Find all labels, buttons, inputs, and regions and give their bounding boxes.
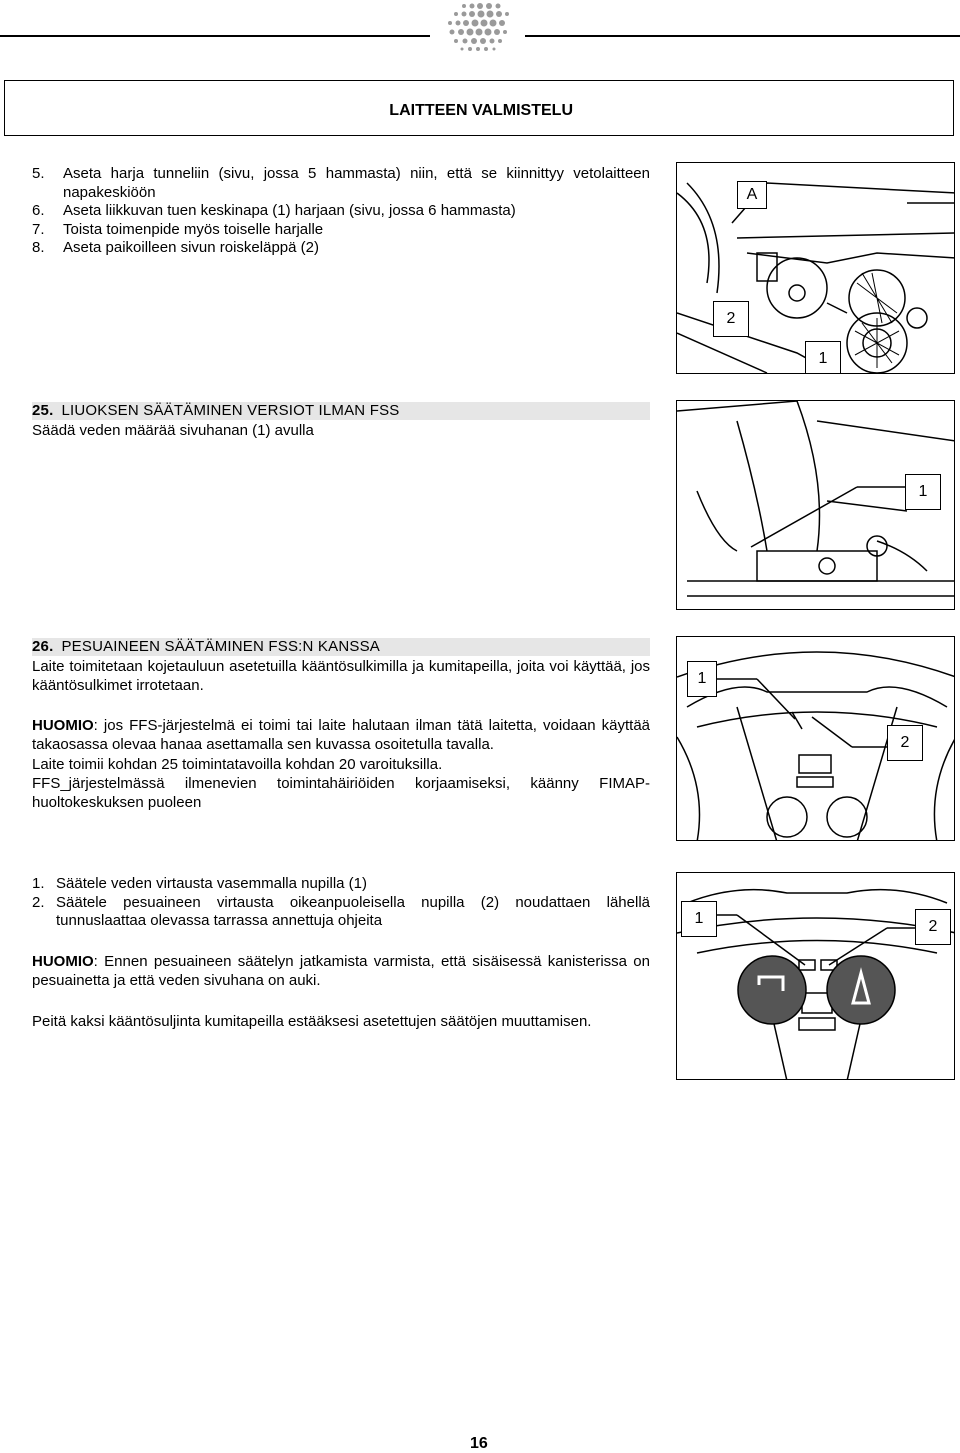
page-title-box [4,80,954,136]
bottom-note [32,953,650,990]
figure-control-panel [676,636,955,841]
note-label: HUOMIO [32,953,94,970]
list-item: 6. Aseta liikkuvan tuen keskinapa (1) harjaan (sivu, jossa 6 hammasta) [32,202,516,219]
brand-logo-dots [444,2,514,60]
note-text: : jos FFS-järjestelmä ei toimi tai laite halutaan ilman tätä laitetta, voidaan käyttää takaosassa olevaa hanaa asettamalla sen kuvassa osoitetulla tavalla. [32,717,650,753]
list-item: 7. Toista toimenpide myös toiselle harjalle [32,220,324,238]
section-25-heading: 25. LIUOKSEN SÄÄTÄMINEN VERSIOT ILMAN FSS [32,402,650,420]
callout-1: 1 [905,474,941,510]
page-number: 16 [470,1435,488,1452]
section-26-text: Laite toimitetaan kojetauluun asetetuilla kääntösulkimilla ja kumitapeilla, joita voi käyttää, jos kääntösulkimet irrotetaan. [32,658,650,694]
callout-2: 2 [713,301,749,337]
section-25-text: Säädä veden määrää sivuhanan (1) avulla [32,422,314,439]
figure-knobs [676,872,955,1080]
callout-1: 1 [681,901,717,937]
list-item: 2. Säätele pesuaineen virtausta oikeanpuoleisella nupilla (2) noudattaen lähellä tunnuslaattaa olevassa tarrassa annettuja ohjeita [32,893,650,929]
figure-side-tap [676,400,955,610]
steps-bottom-list [32,875,650,931]
section-26-heading: 26. PESUAINEEN SÄÄTÄMINEN FSS:N KANSSA [32,638,650,656]
page-title: LAITTEEN VALMISTELU [389,102,573,119]
list-item: 1. Säätele veden virtausta vasemmalla nupilla (1) [32,875,367,892]
callout-1: 1 [687,661,717,697]
callout-a: A [737,181,767,209]
callout-2: 2 [887,725,923,761]
final-text: Peitä kaksi kääntösuljinta kumitapeilla estääksesi asetettujen säätöjen muuttamisen. [32,1013,592,1030]
note-label: HUOMIO [32,717,94,734]
callout-1: 1 [805,341,841,374]
figure-brush-hub [676,162,955,374]
section-26-line2: Laite toimii kohdan 25 toimintatavoilla kohdan 20 varoituksilla. [32,756,443,773]
list-item: 5. Aseta harja tunneliin (sivu, jossa 5 hammasta) niin, että se kiinnittyy vetolaitteen napakeskiöön [32,165,650,201]
callout-2: 2 [915,909,951,945]
list-item: 8. Aseta paikoilleen sivun roiskeläppä (2) [32,239,319,256]
header-rule-left [0,35,430,37]
section-26-line3: FFS_järjestelmässä ilmenevien toimintahäiriöiden korjaamiseksi, käänny FIMAP-huoltokeskuksen puoleen [32,775,650,811]
knobs-illustration [677,873,955,1080]
note-text: : Ennen pesuaineen säätelyn jatkamista varmista, että sisäisessä kanisterissa on pesuainetta ja että veden sivuhana on auki. [32,953,650,989]
section-26-note [32,717,650,754]
header-rule-right [525,35,960,37]
steps-top-list [32,165,650,258]
